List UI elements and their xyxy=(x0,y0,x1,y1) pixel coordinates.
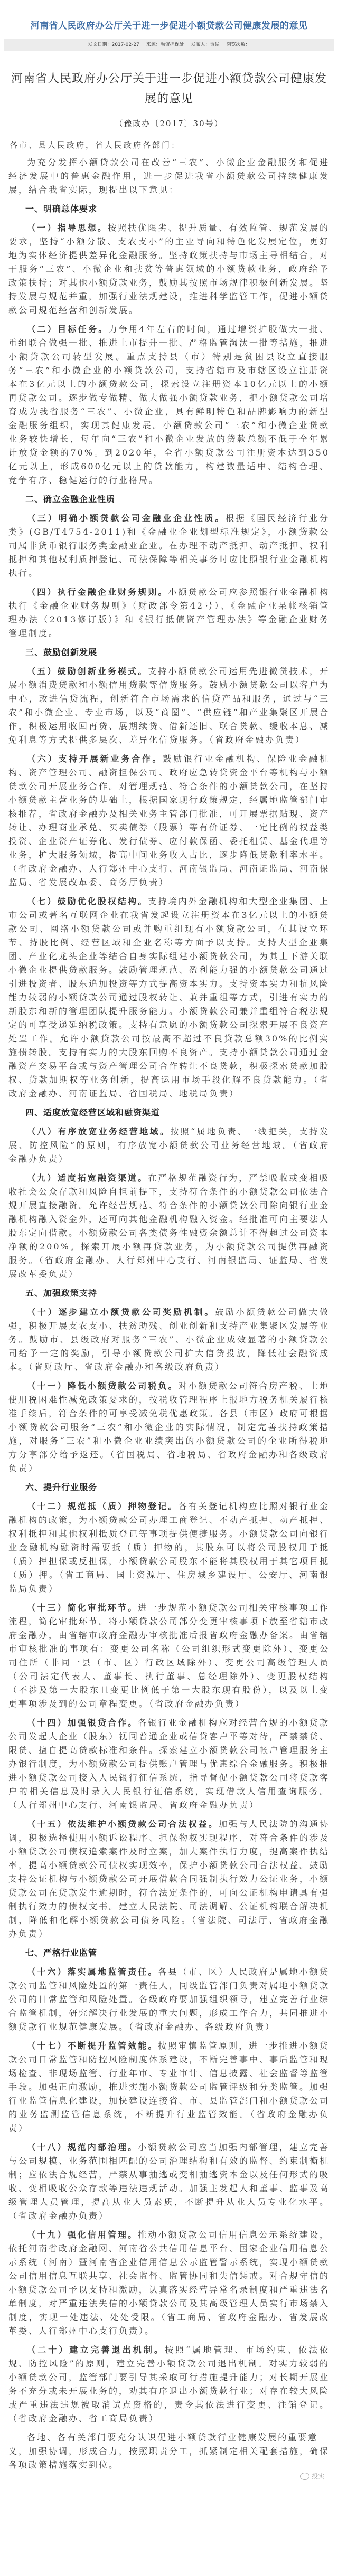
clause-text: 各县（市、区）人民政府是属地小额贷款公司监管和风险处置的第一责任人，同级监管部门负责对属地小额贷款公司的日常监管和风险处置。各级政府要加强组织领导，建立完善行业综合监管机制，研究解决行业发展的重大问题，形成工作合力，共同推进小额贷款行业规范健康发展。（省政府金融办、各级政府负责） xyxy=(8,1967,330,2032)
clause-paragraph xyxy=(8,1500,330,1596)
clause-text: 力争用4年左右的时间，通过增资扩股做大一批、重组联合做强一批、推进上市提升一批、严格监管淘汰一批等措施，推进小额贷款公司转型发展。重点支持县（市）特别是贫困县设立直接服务“三农”和小微企业的小额贷款公司，支持省辖市及市辖区设立注册资本在3亿元以上的小额贷款公司，探索设立注册资本10亿元以上的小额再贷款公司。逐步做专做精、做大做强小额贷款业务，把小额贷款公司培育成为我省服务“三农”、小微企业，具有鲜明特色和品牌影响力的新型金融服务组织，实现其健康发展。小额贷款公司“三农”和小微企业贷款业务较快增长，每年向“三农”和小微企业发放的贷款总额不低于全年累计放贷金额的70%。到2020年，全省小额贷款公司注册资本达到350亿元以上，形成600亿元以上的贷款能力，构建数量适中、结构合理、竞争有序、稳健运行的行业格局。 xyxy=(8,324,330,485)
clause-lead: （三）明确小额贷款公司金融业企业性质。 xyxy=(27,513,226,523)
watermark-label: 投实 xyxy=(311,2473,324,2480)
clause-lead: （五）鼓励创新业务模式。 xyxy=(27,666,148,676)
section-heading: 三、鼓励创新发展 xyxy=(25,647,98,657)
clause-text: 根据《国民经济行业分类》(GB/T4754-2011)和《金融业企业划型标准规定》，小额贷款公司属非货币银行服务类金融业企业。在办理不动产抵押、动产抵押、权利抵押和其他权利质押登记、司法保障等相关事务时应比照银行业金融机构执行。 xyxy=(8,513,330,578)
section-heading: 五、加强政策支持 xyxy=(25,1288,98,1298)
clause-paragraph xyxy=(8,2228,330,2338)
article-meta-bar xyxy=(4,39,334,51)
clause-paragraph xyxy=(8,1817,330,1941)
sections xyxy=(8,202,330,2426)
section-heading: 七、严格行业监管 xyxy=(25,1948,98,1958)
clause-lead: （十九）强化信用管理。 xyxy=(27,2230,138,2240)
clause-text: 按照扶优限劣、提升质量、有效监管、规范发展的要求，坚持“小额分散、支农支小”的主业导向和特色化发展定位，更好地为实体经济提供差异化金融服务。坚持政策扶持与市场主导相结合，对于服务“三农”、小微企业和扶贫等普惠领域的小额贷款业务，政府给予政策扶持；对其他小额贷款业务，鼓励其按照市场规律积极创新发展。坚持发展与规范并重，加强行业法规建设，推进科学监管工作，促进小额贷款公司规范经营和创新发展。 xyxy=(8,223,330,315)
clause-text: 按照“属地负责、一线把关，支持发展、防控风险”的原则，有序放宽小额贷款公司业务经营地域。（省政府金融办负责） xyxy=(8,1126,330,1164)
closing-paragraph: 各地、各有关部门要充分认识促进小额贷款行业健康发展的重要意义，加强协调，形成合力，按照职责分工，抓紧制定相关配套措施，确保各项政策措施落实到位。 xyxy=(8,2432,330,2470)
clause-text: 各有关登记机构应比照对银行业金融机构的政策，为小额贷款公司办理工商登记、不动产抵押、动产抵押、权利抵押和其他权利抵质登记等事项提供便捷服务。小额贷款公司向银行业金融机构融资时需要抵（质）押物的，其股东可以将公司股权用于抵（质）押担保或反担保，小额贷款公司股东不能将其股权用于其它项目抵（质）押。（省工商局、国土资源厅、住房城乡建设厅、公安厅、河南银监局负责） xyxy=(8,1501,330,1594)
clause-text: 小额贷款公司应参照银行业金融机构执行《金融企业财务规则》（财政部令第42号）、《金融企业呆帐核销管理办法（2013修订版）》和《银行抵债资产管理办法》等金融企业财务管理制度。 xyxy=(8,587,330,638)
clause-lead: （十六）落实属地监管责任。 xyxy=(27,1967,158,1977)
clause-paragraph xyxy=(8,585,330,640)
clause-lead: （七）鼓励优化股权结构。 xyxy=(27,896,148,906)
clause-lead: （二十）建立完善退出机制。 xyxy=(27,2345,165,2355)
clause-lead: （十）逐步建立小额贷款公司奖励机制。 xyxy=(27,1307,215,1317)
clause-text: 加强与人民法院的沟通协调，积极选择使用小额诉讼程序、担保物权实现程序，对符合条件的涉及小额贷款公司债权追索案件及时立案，加大案件执行力度，提高案件执结率，提高小额贷款公司债权实现效率，保护小额贷款公司合法权益。鼓励支持公证机构与小额贷款公司开展借款合同强制执行效力公证业务，小额贷款公司在贷款发生逾期时，符合法定条件的，可向公证机构申请具有强制执行效力的债权文书。建立人民法院、司法调解、公证机构联合解决机制，降低和化解小额贷款公司债务风险。（省法院、司法厅、省政府金融办负责） xyxy=(8,1819,330,1939)
clause-text: 支持境内外金融机构和大型企业集团、上市公司或著名互联网企业在我省发起设立注册资本在3亿元以上的小额贷款公司、网络小额贷款公司或并购重组现有小额贷款公司，在其设立环节、持股比例、经营区域和企业名称等方面予以支持。支持大型企业集团、产业化龙头企业等结合自身实际组建小额贷款公司，为其上下游关联小微企业提供贷款服务。鼓励管理规范、盈利能力强的小额贷款公司通过引进投资者、股东追加投资等方式提高资本实力。支持资本实力和抗风险能力较弱的小额贷款公司通过股权转让、兼并重组等方式，引进有实力的新股东和新的管理团队提升服务能力。小额贷款公司兼并重组符合税法规定的可享受递延纳税政策。支持有意愿的小额贷款公司探索开展不良资产处置工作。允许小额贷款公司按最高不超过不良贷款总额30%的比例实施债转股。支持有实力的大股东回购不良资产。支持小额贷款公司通过金融资产交易平台或与资产管理公司合作转让不良贷款，积极探索贷款加股权、贷款加期权等业务创新，提高运用市场手段化解不良贷款能力。（省政府金融办、河南证监局、省国税局、地税局负责） xyxy=(8,896,330,1098)
clause-lead: （十八）规范内部治理。 xyxy=(27,2142,138,2152)
clause-text: 在严格规范融资行为，严禁吸收或变相吸收社会公众存款和风险自担前提下，支持符合条件的小额贷款公司依法合规开展直接融资。允许经营规范、符合条件的小额贷款公司除向银行业金融机构融入资金外，还可向其他金融机构融入资金。经批准可向主要法人股东定向借款。小额贷款公司各类债务性融资余额总计不得超过公司资本净额的200%。探索开展小额再贷款业务，为小额贷款公司提供再融资服务。（省政府金融办、人行郑州中心支行、河南银监局、证监局、省发展改革委负责） xyxy=(8,1173,330,1279)
clause-paragraph xyxy=(8,2039,330,2135)
clause-text: 小额贷款公司应当加强内部管理，建立完善与公司规模、业务范围相匹配的公司治理结构和有效的监督、约束制衡机制；应依法合规经营，严禁从事抽逃或变相抽逃资本金以及任何形式的吸收、变相吸收公众存款等违法违规活动。加强主发起人和董事、监事及高级管理人员管理，提高从业人员素质，不断提升从业人员专业化水平。（省政府金融办负责） xyxy=(8,2142,330,2221)
clause-text: 鼓励银行业金融机构、保险业金融机构、资产管理公司、融资担保公司、政府应急转贷资金平台等机构与小额贷款公司开展业务合作。对管理规范、符合条件的小额贷款公司，在坚持小额贷款主营业务的基础上，根据国家现行政策规定，经属地监管部门审核推荐，省政府金融办及相关业务主管部门批准，可开展票据贴现、资产转让、办理商业承兑、买卖债券（股票）等有价证券、一定比例的权益类投资、企业资产证券化、发行债券、应付款保函、委托租赁、基金代理等业务，扩大服务领域，提高中间业务收入占比，逐步降低贷款利率水平。（省政府金融办、人行郑州中心支行、河南银监局、河南证监局、河南保监局、省发展改革委、商务厅负责） xyxy=(8,754,330,887)
section-heading: 一、明确总体要求 xyxy=(25,204,98,214)
intro-paragraph: 为充分发挥小额贷款公司在改善“三农”、小微企业金融服务和促进经济发展中的普惠金融作用，进一步促进我省小额贷款公司持续健康发展，结合我省实际，现提出以下意见： xyxy=(8,157,330,195)
clause-text: 按照“属地管理、市场约束、依法依规、防控风险”的原则，建立完善小额贷款公司退出机制。对实力较弱的小额贷款公司，监管部门要引导其采取可行措施提升能力；对长期开展业务不充分或未开展业务的，劝其有序退出小额贷款行业；对存在较大风险或严重违法违规被取消试点资格的，责令其依法进行变更、注销登记。（省政府金融办、省工商局负责） xyxy=(8,2345,330,2423)
source: 来源：融资担保处 xyxy=(146,42,184,48)
document-title: 河南省人民政府办公厅关于进一步促进小额贷款公司健康发展的意见 xyxy=(11,72,327,106)
clause-text: 按照审慎监管原则，进一步推进小额贷款公司日常监管和防控风险制度体系建设，不断完善事中、事后监管和现场检查、非现场监管、行业年审、专业审计、信息披露、社会监督等监管手段。加强正向激励，推进实施小额贷款公司监管评级和分类监管。加强行业监管信息化建设，加快建设连接省、市、县监管部门和小额贷款公司的业务监测监管信息系统，不断提升行业监管效能。（省政府金融办负责） xyxy=(8,2041,330,2133)
publisher: 发布人：贾猛 xyxy=(191,42,220,48)
salutation: 各市、县人民政府，省人民政府各部门： xyxy=(10,140,181,150)
clause-paragraph xyxy=(8,512,330,580)
clause-lead: （六）支持开展新业务合作。 xyxy=(27,754,163,764)
clause-text: 支持小额贷款公司运用先进微贷技术，开展小额消费贷款和小额信用贷款等信贷服务。鼓励小额贷款公司以客户为中心，改进信贷流程，创新符合市场需求的信贷产品和服务，通过与“三农”和小微企业、专业市场，以及“商圈”、“供应链”和产业集聚区开展合作，积极运用收回再贷、展期续贷、借新还旧、联合贷款、缓收本息、减免利息等方式提供多层次、差异化信贷服务。（省政府金融办负责） xyxy=(8,666,330,745)
clause-text: 推动小额贷款公司信用信息公示系统建设，依托河南省政府金融网、河南省公共信用信息平台、国家企业信用信息公示系统（河南）暨河南省企业信用信息公示监管警示系统，实现小额贷款公司信用信息互联共享、社会监督、监管协同和失信惩戒。对合规守信的小额贷款公司予以支持和激励，认真落实经营异常名录制度和严重违法名单制度，对严重违法失信的小额贷款公司及其高级管理人员实行市场禁入制度，实现一处违法、处处受限。（省工商局、省政府金融办、省发展改革委、人行郑州中心支行负责）。 xyxy=(8,2230,330,2336)
section-heading: 四、适度放宽经营区域和融资渠道 xyxy=(25,1107,161,1117)
clause-lead: （四）执行金融企业财务规则。 xyxy=(27,587,168,597)
section-heading: 二、确立金融企业性质 xyxy=(25,494,116,504)
clause-lead: （九）适度拓宽融资渠道。 xyxy=(27,1173,148,1183)
clause-lead: （十四）加强银贷合作。 xyxy=(27,1718,138,1728)
clause-lead: （十五）依法维护小额贷款公司合法权益。 xyxy=(27,1819,219,1829)
wechat-icon xyxy=(300,2473,309,2480)
clause-lead: （十三）简化审批环节。 xyxy=(27,1603,138,1613)
clause-paragraph xyxy=(8,1305,330,1374)
clause-paragraph xyxy=(8,1125,330,1166)
publish-date: 发文日期：2017-02-27 xyxy=(88,42,139,48)
clause-lead: （二）目标任务。 xyxy=(27,324,109,334)
document-body xyxy=(8,156,330,2485)
clause-paragraph xyxy=(8,1716,330,1812)
clause-paragraph xyxy=(8,665,330,747)
clause-text: 鼓励小额贷款公司做大做强，积极开展支农支小、扶贫助残、创业创新和支持产业集聚区发展等业务。鼓励市、县级政府对服务“三农”、小微企业成效显著的小额贷款公司给予一定的奖励，引导小额贷款公司扩大信贷投放，降低社会融资成本。（省财政厅、省政府金融办和各级政府负责） xyxy=(8,1307,330,1372)
clause-lead: （一）指导思想。 xyxy=(27,223,108,233)
clause-paragraph xyxy=(8,1379,330,1475)
section-heading: 六、提升行业服务 xyxy=(25,1482,98,1492)
clause-paragraph xyxy=(8,1601,330,1711)
clause-paragraph xyxy=(8,1965,330,2034)
clause-lead: （十七）不断提升监管效能。 xyxy=(27,2041,158,2051)
clause-paragraph xyxy=(8,221,330,317)
clause-text: 进一步规范小额贷款公司相关审核事项工作流程，简化审批环节。将小额贷款公司部分变更审核事项下放至省辖市政府金融办，由省辖市政府金融办审核批准后报省政府金融办备案。由省辖市审核批准的事项有：变更公司名称（公司组织形式变更除外）、变更公司住所（非同一县（市、区）行政区域除外）、变更公司高级管理人员（公司法定代表人、董事长、执行董事、总经理除外）、变更股权结构（不涉及第一大股东且变更比例低于第一大股东现有股份），以及以上变更事项涉及到的公司章程变更。（省政府金融办负责） xyxy=(8,1603,330,1709)
clause-text: 各银行业金融机构应对经营合规的小额贷款公司发起人企业（股东）视同普通企业或信贷客户平等对待，严禁禁贷、限贷、擅自提高贷款标准和条件。探索建立小额贷款公司帐户管理服务主办银行制度，为小额贷款公司提供账户管理与优惠综合金融服务。积极推进小额贷款公司接入人民银行征信系统，指导督促小额贷款公司将贷款客户的相关信息及时录入人民银行征信系统，实现借款人信用查询服务。（人行郑州中心支行、河南银监局、省政府金融办负责） xyxy=(8,1718,330,1810)
watermark xyxy=(300,2471,324,2480)
clause-lead: （十一）降低小额贷款公司税负。 xyxy=(27,1381,179,1391)
clause-text: 对小额贷款公司符合房产税、土地使用税困难性减免政策要求的，按税收管理程序上报地方税务机关履行核准手续后，符合条件的可享受减免税优惠政策。各县（市区）政府可根据小额贷款公司服务“三农”和小微企业的实际情况，制定完善扶持政策措施，对服务“三农”和小微企业业绩突出的小额贷款公司的企业所得税地方分享部分给予返还。（省国税局、省地税局、省政府金融办和各级政府负责） xyxy=(8,1381,330,1473)
clause-paragraph xyxy=(8,2343,330,2426)
clause-paragraph xyxy=(8,752,330,889)
clause-paragraph xyxy=(8,323,330,487)
clause-lead: （十二）规范抵（质）押物登记。 xyxy=(27,1501,179,1511)
view-count: 浏览次数： xyxy=(226,42,250,48)
clause-lead: （八）有序放宽业务经营地域。 xyxy=(27,1126,171,1137)
clause-paragraph xyxy=(8,895,330,1101)
clause-paragraph xyxy=(8,1171,330,1281)
site-article-title: 河南省人民政府办公厅关于进一步促进小额贷款公司健康发展的意见 xyxy=(30,21,308,31)
clause-paragraph xyxy=(8,2141,330,2223)
document-number: （豫政办〔2017〕30号） xyxy=(115,119,223,128)
